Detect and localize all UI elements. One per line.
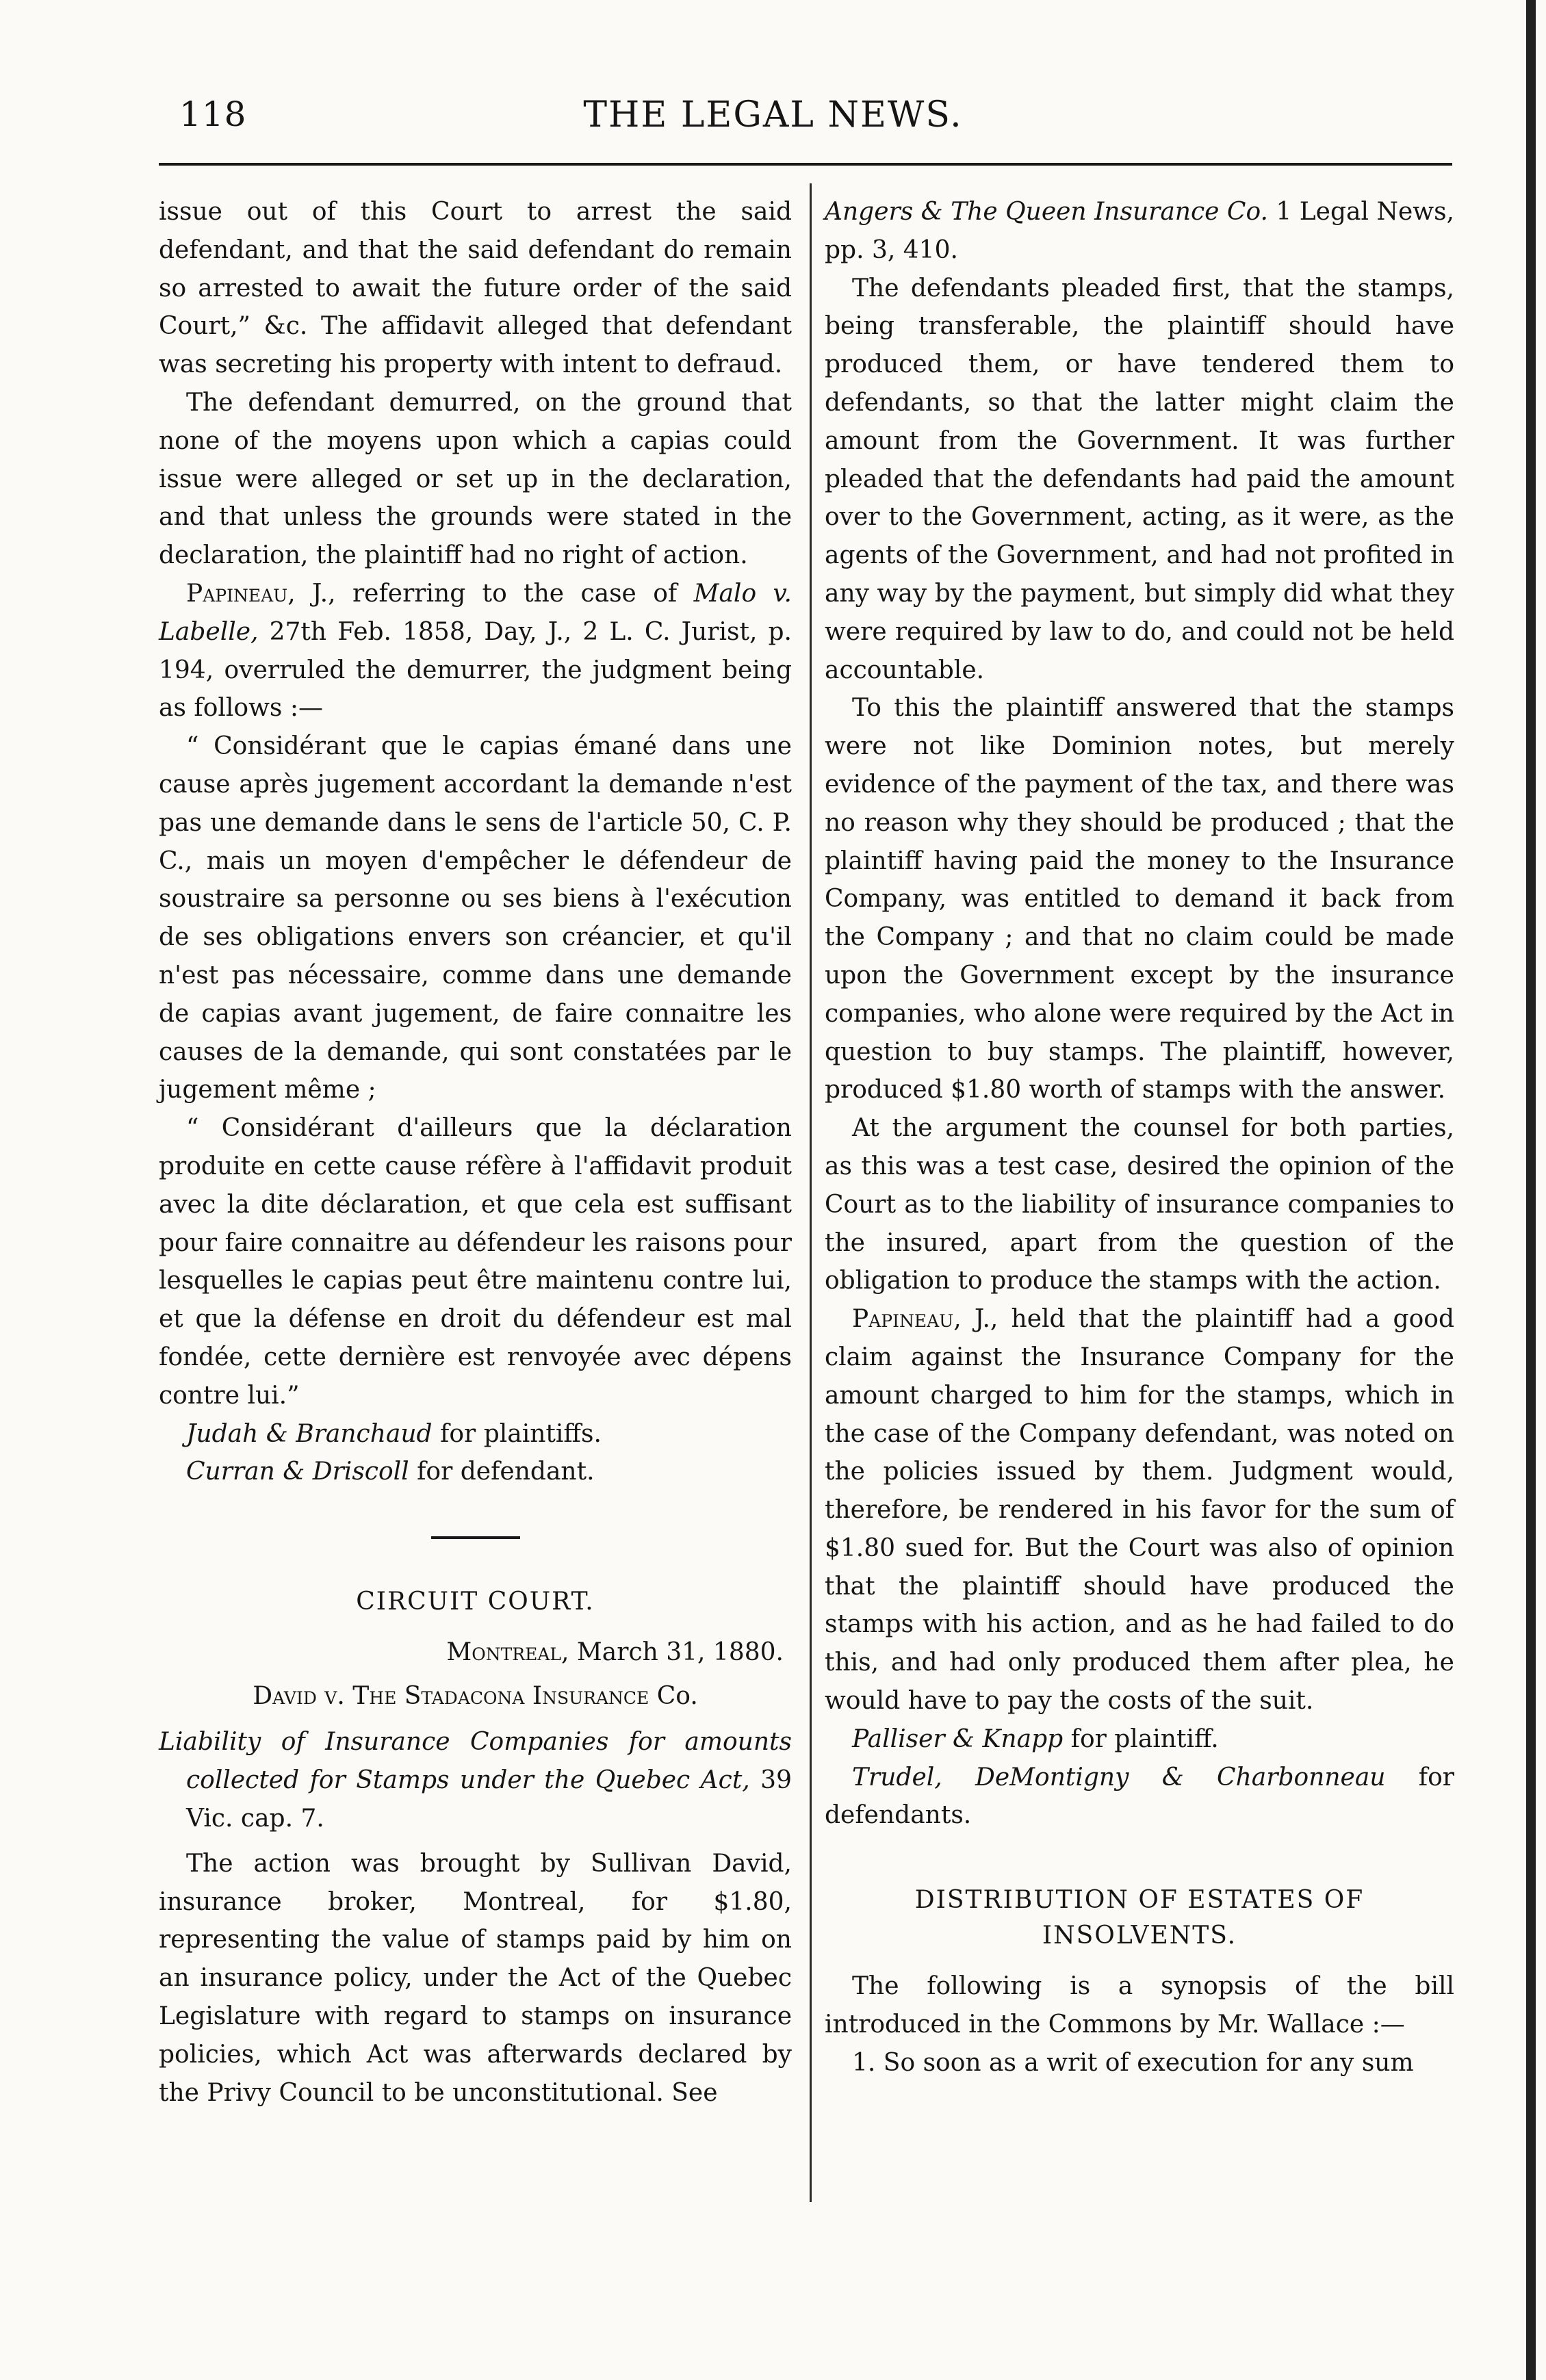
left-paragraph-6: The action was brought by Sullivan David, insurance broker, Montreal, for $1.80, representing the value of stamps paid by him on an insurance policy, under the Act of the Quebec Legislature with regard to stamps on insurance policies, which Act was afterwards declared by the Privy Council to be unconstitutional. See [159, 1849, 792, 2107]
syllabus [159, 1723, 792, 1837]
scan-edge-shadow [1526, 0, 1536, 2380]
counsel-defendant [159, 1453, 792, 1491]
dateline-date: March 31, 1880. [569, 1638, 784, 1666]
case-parties: David v. The Stadacona Insurance [253, 1681, 649, 1710]
judge-name: Papineau, [852, 1305, 962, 1334]
text-run: J., referring to the case of [295, 579, 694, 608]
running-title: THE LEGAL NEWS. [583, 94, 963, 135]
case-parties-end: Co. [649, 1681, 698, 1710]
syllabus-citation: 39 Vic. cap. 7. [186, 1766, 792, 1833]
cited-case: Malo v. Labelle, [159, 579, 793, 646]
left-column [159, 193, 792, 2112]
counsel-role: for defendants. [825, 1763, 1454, 1830]
header-rule [159, 163, 1452, 166]
left-paragraph-3 [159, 575, 792, 727]
counsel-defendants [825, 1759, 1454, 1835]
spacer [825, 1835, 1454, 1883]
counsel-plaintiff [825, 1720, 1454, 1759]
left-paragraph-4: “ Considérant que le capias émané dans une cause après jugement accordant la demande n'est pas une demande dans le sens de l'article 50, C. P. C., mais un moyen d'empêcher le défendeur de soustraire sa personne ou ses biens à l'exécution de ses obligations envers son créancier, et qu'il n'est pas nécessaire, comme dans une demande de capias avant jugement, de faire connaitre les causes de la demande, qui sont constatées par le jugement même ; [159, 732, 792, 1104]
counsel-plaintiffs [159, 1415, 792, 1453]
right-paragraph-1 [825, 193, 1454, 270]
text-run: J., held that the plaintiff had a good claim against the Insurance Company for the amount charged to him for the stamps, which in the case of the Company defendant, was noted on the policies issued by them. Judgment would, therefore, be rendered in his favor for the sum of $1.80 sued for. But the Court was also of opinion that the plaintiff should have produced the stamps with his action, and as he had failed to do this, and had only produced them after plea, he would have to pay the costs of the suit. [825, 1305, 1454, 1716]
section-title-circuit-court: CIRCUIT COURT. [356, 1588, 595, 1616]
right-paragraph-4: At the argument the counsel for both parties, as this was a test case, desired the opinion of the Court as to the liability of insurance companies to the insured, apart from the question of the obligation to produce the stamps with the action. [825, 1114, 1454, 1295]
right-paragraph-2: The defendants pleaded first, that the stamps, being transferable, the plaintiff should have produced them, or have tendered them to defendants, so that the latter might claim the amount from the Government. It was further pleaded that the defendants had paid the amount over to the Government, acting, as it were, as the agents of the Government, and had not profited in any way by the payment, but simply did what they were required by law to do, and could not be held accountable. [825, 274, 1454, 684]
counsel-role: for plaintiff. [1063, 1724, 1219, 1753]
cited-case: Angers & The Queen Insurance Co. [825, 198, 1268, 226]
case-name [159, 1677, 792, 1716]
counsel-name: Judah & Branchaud [186, 1419, 433, 1448]
left-paragraph-2: The defendant demurred, on the ground that none of the moyens upon which a capias could issue were alleged or set up in the declaration, and that unless the grounds were stated in the declaration, the plaintiff had no right of action. [159, 388, 792, 570]
left-paragraph-1: issue out of this Court to arrest the said defendant, and that the said defendant do remain so arrested to await the future order of the said Court,” &c. The affidavit alleged that defendant was secreting his property with intent to defraud. [159, 198, 792, 379]
left-paragraph-5: “ Considérant d'ailleurs que la déclaration produite en cette cause réfère à l'affidavit produit avec la dite déclaration, et que cela est suffisant pour faire connaitre au défendeur les raisons pour lesquelles le capias peut être maintenu contre lui, et que la défense en droit du défendeur est mal fondée, cette dernière est renvoyée avec dépens contre lui.” [159, 1114, 792, 1410]
counsel-role: for plaintiffs. [432, 1419, 602, 1448]
right-column [825, 193, 1454, 2082]
column-divider [810, 183, 812, 2202]
page-number: 118 [179, 94, 247, 134]
counsel-role: for defendant. [409, 1458, 595, 1486]
section-title-distribution: DISTRIBUTION OF ESTATES OF INSOLVENTS. [914, 1886, 1365, 1950]
counsel-name: Trudel, DeMontigny & Charbonneau [852, 1763, 1386, 1792]
right-paragraph-6: The following is a synopsis of the bill introduced in the Commons by Mr. Wallace :— [825, 1972, 1454, 2039]
section-divider [431, 1536, 520, 1539]
right-paragraph-7: 1. So soon as a writ of execution for any sum [852, 2048, 1414, 2077]
syllabus-text: Liability of Insurance Companies for amounts collected for Stamps under the Quebec Act, [159, 1728, 792, 1795]
citation: 1 Legal News, pp. 3, 410. [825, 198, 1454, 264]
dateline [159, 1633, 792, 1672]
text-run: 27th Feb. 1858, Day, J., 2 L. C. Jurist, p. 194, overruled the demurrer, the judgment being as follows :— [159, 617, 792, 723]
right-paragraph-3: To this the plaintiff answered that the stamps were not like Dominion notes, but merely evidence of the payment of the tax, and there was no reason why they should be produced ; that the plaintiff having paid the money to the Insurance Company, was entitled to demand it back from the Company ; and that no claim could be made upon the Government except by the insurance companies, who alone were required by the Act in question to buy stamps. The plaintiff, however, produced $1.80 worth of stamps with the answer. [825, 694, 1454, 1104]
right-paragraph-5 [825, 1300, 1454, 1720]
judge-name: Papineau, [186, 579, 296, 608]
page-header [0, 88, 1546, 149]
counsel-name: Palliser & Knapp [852, 1724, 1064, 1753]
counsel-name: Curran & Driscoll [186, 1458, 409, 1486]
dateline-place: Montreal, [446, 1638, 569, 1666]
